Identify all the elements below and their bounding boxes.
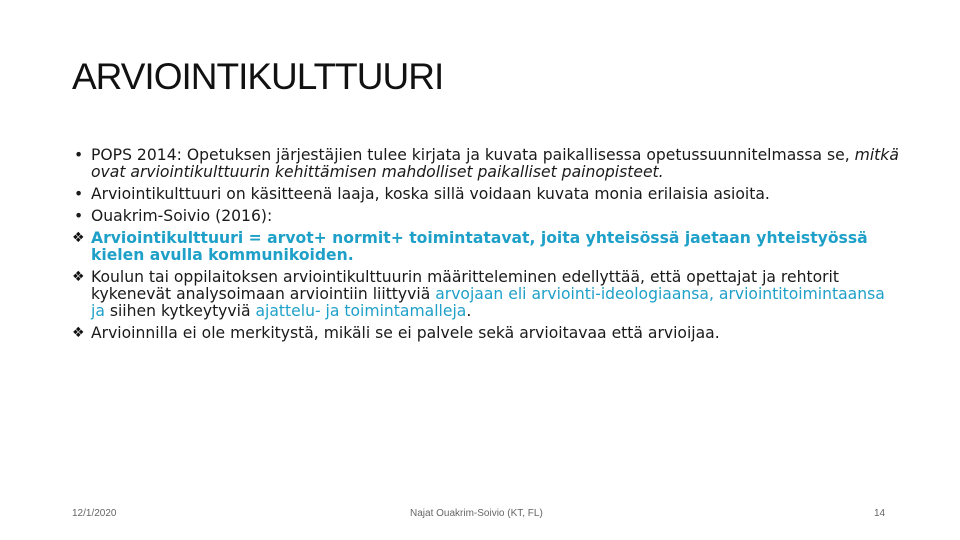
- footer-page-number: 14: [874, 508, 886, 519]
- diamond-bullet-item: [72, 230, 902, 264]
- bullet-text-italic: mitkä ovat arviointikulttuurin kehittämisen mahdolliset paikalliset painopisteet.: [91, 146, 899, 181]
- footer-author: Najat Ouakrim-Soivio (KT, FL): [410, 508, 543, 519]
- bullet-text-highlight: arvojaan eli arviointi-ideologiaansa, arviointitoimintaansa ja: [91, 285, 885, 320]
- footer-date: 12/1/2020: [72, 508, 117, 519]
- diamond-bullet-icon: ❖: [72, 269, 85, 285]
- diamond-bullet-icon: ❖: [72, 230, 85, 246]
- bullet-marker: •: [74, 185, 84, 203]
- bullet-text: .: [466, 302, 472, 320]
- bullet-item: [72, 186, 902, 203]
- slide-body: [72, 147, 902, 347]
- bullet-text: Arvioinnilla ei ole merkitystä, mikäli se ei palvele sekä arvioitavaa että arvioijaa.: [91, 324, 720, 342]
- bullet-item: [72, 147, 902, 181]
- bullet-text: Arviointikulttuuri on käsitteenä laaja, koska sillä voidaan kuvata monia erilaisia asioita.: [91, 185, 770, 203]
- bullet-text-highlight: ajattelu- ja toimintamalleja: [255, 302, 467, 320]
- bullet-item: [72, 208, 902, 225]
- bullet-text-highlight: Arviointikulttuuri = arvot+ normit+ toimintatavat, joita yhteisössä jaetaan yhteistyössä kielen avulla kommunikoiden.: [91, 229, 868, 264]
- diamond-bullet-icon: ❖: [72, 325, 85, 341]
- bullet-text: Ouakrim-Soivio (2016):: [91, 207, 273, 225]
- bullet-marker: •: [74, 146, 84, 164]
- diamond-bullet-item: [72, 325, 902, 342]
- diamond-bullet-item: [72, 269, 902, 320]
- bullet-text: Koulun tai oppilaitoksen arviointikulttuurin määritteleminen edellyttää, että opettajat ja rehtorit kykenevät analysoimaan arviointiin liittyviä: [91, 268, 839, 303]
- slide-title: ARVIOINTIKULTTUURI: [72, 56, 444, 97]
- bullet-text: POPS 2014: Opetuksen järjestäjien tulee kirjata ja kuvata paikallisessa opetussuunnitelmassa se,: [91, 146, 855, 164]
- bullet-text: siihen kytkeytyviä: [104, 302, 256, 320]
- bullet-marker: •: [74, 207, 84, 225]
